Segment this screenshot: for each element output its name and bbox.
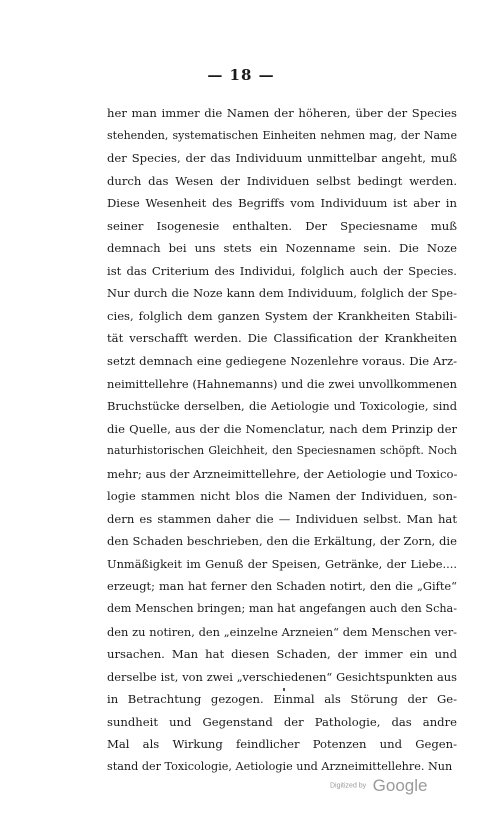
text-line: Nur durch die Noze kann dem Individuum, folglich der Spe- (107, 286, 457, 301)
text-line: erzeugt; man hat ferner den Schaden notirt, den die „Gifte“ (107, 579, 457, 594)
text-line: setzt demnach eine gediegene Nozenlehre voraus. Die Arz- (107, 354, 457, 369)
digitized-by-label: Digitized by (330, 782, 367, 790)
google-logo: Google (372, 776, 428, 795)
digitization-watermark (330, 776, 427, 796)
text-line: den Schaden beschrieben, den die Erkältung, der Zorn, die (107, 534, 457, 549)
text-line: stehenden, systematischen Einheiten nehmen mag, der Name (107, 128, 457, 142)
text-line: in Betrachtung gezogen. Einmal als Störung der Ge- (107, 692, 457, 707)
text-line: stand der Toxicologie, Aetiologie und Arzneimittellehre. Nun (107, 759, 453, 773)
text-line: Bruchstücke derselben, die Aetiologie und Toxicologie, sind (107, 399, 457, 414)
text-line: cies, folglich dem ganzen System der Krankheiten Stabili- (107, 308, 457, 323)
text-line: mehr; aus der Arzneimittellehre, der Aetiologie und Toxico- (107, 466, 457, 481)
text-line: logie stammen nicht blos die Namen der Individuen, son- (107, 489, 457, 504)
text-line: der Species, der das Individuum unmittelbar angeht, muß (107, 151, 457, 166)
text-line: Mal als Wirkung feindlicher Potenzen und Gegen- (107, 737, 457, 752)
ink-speck (283, 688, 285, 691)
text-line: Unmäßigkeit im Genuß der Speisen, Getränke, der Liebe.... (107, 556, 457, 571)
page-number: — 18 — (207, 66, 275, 84)
text-line: dem Menschen bringen; man hat angefangen auch den Scha- (107, 602, 457, 616)
text-line: naturhistorischen Gleichheit, den Speciesnamen schöpft. Noch (107, 444, 457, 458)
text-line: durch das Wesen der Individuen selbst bedingt werden. (107, 173, 457, 188)
text-line: tät verschafft werden. Die Classification der Krankheiten (107, 331, 457, 346)
text-line: den zu notiren, den „einzelne Arzneien“ dem Menschen ver- (107, 624, 457, 639)
body-text (107, 102, 457, 778)
text-line: die Quelle, aus der die Nomenclatur, nach dem Prinzip der (107, 421, 457, 436)
text-line: her man immer die Namen der höheren, über der Species (107, 106, 457, 120)
text-line: neimittellehre (Hahnemanns) und die zwei unvollkommenen (107, 376, 457, 391)
text-line: demnach bei uns stets ein Nozenname sein. Die Noze (107, 241, 457, 256)
text-line: sundheit und Gegenstand der Pathologie, das andre (107, 714, 457, 729)
text-line: ist das Criterium des Individui, folglich auch der Species. (107, 263, 457, 278)
text-line: dern es stammen daher die — Individuen selbst. Man hat (107, 511, 457, 526)
text-line: seiner Isogenesie enthalten. Der Speciesname muß (107, 218, 457, 233)
text-line: Diese Wesenheit des Begriffs vom Individuum ist aber in (107, 196, 457, 211)
text-line: derselbe ist, von zwei „verschiedenen“ Gesichtspunkten aus (107, 669, 457, 684)
text-line: ursachen. Man hat diesen Schaden, der immer ein und (107, 647, 457, 662)
